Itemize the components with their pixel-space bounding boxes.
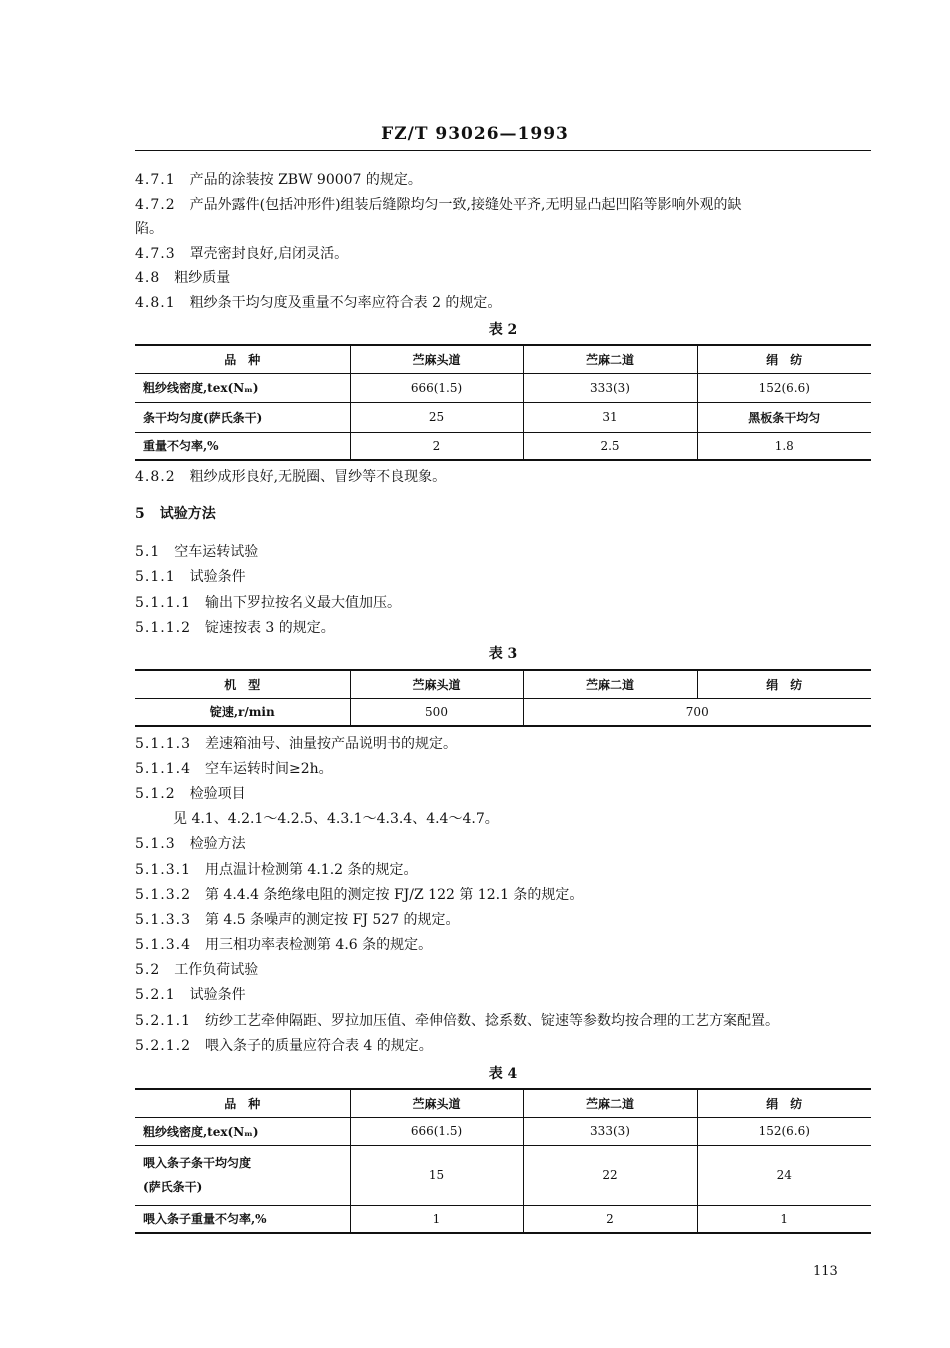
clause-number: 5.2.1.1 <box>135 1013 191 1029</box>
clause-text: 检验方法 <box>189 836 246 852</box>
clause-text: 用点温计检测第 4.1.2 条的规定。 <box>204 862 418 878</box>
clause-4-7-2 <box>135 195 741 215</box>
cell: 1.8 <box>697 432 871 460</box>
cell: 黑板条干均匀 <box>697 402 871 432</box>
clause-4-8-1 <box>135 293 501 313</box>
table-3 <box>135 669 871 727</box>
header-cell: 苎麻二道 <box>523 670 697 698</box>
table-3-caption: 表 3 <box>488 646 518 662</box>
clause-5-1-3-4 <box>135 935 432 955</box>
clause-text: 产品外露件(包括冲形件)组装后缝隙均匀一致,接缝处平齐,无明显凸起凹陷等影响外观的缺 <box>189 197 742 213</box>
cell: 152(6.6) <box>697 1117 871 1145</box>
cell: 666(1.5) <box>350 373 523 402</box>
clause-text: 罩壳密封良好,启闭灵活。 <box>189 246 349 262</box>
clause-number: 5.1.1.1 <box>135 595 191 611</box>
header-cell: 苎麻二道 <box>523 1089 697 1117</box>
header-cell: 苎麻二道 <box>523 345 697 373</box>
clause-number: 5.1.3.4 <box>135 937 191 953</box>
table-header-row <box>135 1089 871 1117</box>
table-2-caption: 表 2 <box>488 322 518 338</box>
table-2 <box>135 344 871 461</box>
cell: 152(6.6) <box>697 373 871 402</box>
section-title: 试验方法 <box>159 506 216 522</box>
row-label: 条干均匀度(萨氏条干) <box>135 402 350 432</box>
clause-text: 试验条件 <box>189 569 246 585</box>
cell: 2 <box>523 1205 697 1233</box>
clause-5-1-3-2 <box>135 885 583 905</box>
clause-number: 4.8 <box>135 270 161 286</box>
clause-5-1-3 <box>135 834 246 854</box>
clause-5-1-2-body: 见 4.1、4.2.1～4.2.5、4.3.1～4.3.4、4.4～4.7。 <box>173 811 499 827</box>
cell: 22 <box>523 1145 697 1205</box>
page-number: 113 <box>813 1264 838 1279</box>
row-label: 重量不匀率,% <box>135 432 350 460</box>
clause-text: 粗纱质量 <box>174 270 231 286</box>
clause-text: 第 4.5 条噪声的测定按 FJ 527 的规定。 <box>204 912 460 928</box>
clause-number: 5.1.1 <box>135 569 176 585</box>
header-cell: 绢 纺 <box>697 1089 871 1117</box>
cell: 1 <box>697 1205 871 1233</box>
clause-5-1-1 <box>135 567 246 587</box>
clause-number: 5.2.1 <box>135 987 176 1003</box>
header-cell: 品 种 <box>135 1089 350 1117</box>
row-label-line-2: (萨氏条干) <box>143 1180 203 1194</box>
table-header-row <box>135 345 871 373</box>
clause-text: 第 4.4.4 条绝缘电阻的测定按 FJ/Z 122 第 12.1 条的规定。 <box>204 887 584 903</box>
clause-text: 输出下罗拉按名义最大值加压。 <box>204 595 401 611</box>
clause-5-1-1-4 <box>135 759 333 779</box>
table-4 <box>135 1088 871 1234</box>
merged-cell: 700 <box>523 698 871 726</box>
cell: 15 <box>350 1145 523 1205</box>
cell: 1 <box>350 1205 523 1233</box>
clause-5-1-3-3 <box>135 910 460 930</box>
clause-5-2-1-1 <box>135 1011 779 1031</box>
row-label: 喂入条子重量不匀率,% <box>135 1205 350 1233</box>
clause-number: 5.1.3 <box>135 836 176 852</box>
section-5-heading <box>135 504 216 524</box>
clause-text: 粗纱成形良好,无脱圈、冒纱等不良现象。 <box>189 469 447 485</box>
header-cell: 品 种 <box>135 345 350 373</box>
clause-text: 产品的涂装按 ZBW 90007 的规定。 <box>189 172 422 188</box>
header-cell: 苎麻头道 <box>350 670 523 698</box>
cell: 24 <box>697 1145 871 1205</box>
row-label-line-1: 喂入条子条干均匀度 <box>143 1156 252 1170</box>
clause-5-1-3-1 <box>135 860 418 880</box>
clause-text: 纺纱工艺牵伸隔距、罗拉加压值、牵伸倍数、捻系数、锭速等参数均按合理的工艺方案配置。 <box>204 1013 779 1029</box>
clause-5-1-1-2 <box>135 618 335 638</box>
clause-5-1-1-1 <box>135 593 401 613</box>
table-row <box>135 402 871 432</box>
cell: 500 <box>350 698 523 726</box>
standard-number: FZ/T 93026—1993 <box>381 124 569 144</box>
clause-number: 4.8.2 <box>135 469 176 485</box>
clause-text: 检验项目 <box>189 786 246 802</box>
cell: 333(3) <box>523 373 697 402</box>
table-row <box>135 432 871 460</box>
clause-text: 粗纱条干均匀度及重量不匀率应符合表 2 的规定。 <box>189 295 502 311</box>
clause-number: 5.1.1.2 <box>135 620 191 636</box>
header-cell: 苎麻头道 <box>350 345 523 373</box>
clause-number: 4.7.2 <box>135 197 176 213</box>
clause-text: 喂入条子的质量应符合表 4 的规定。 <box>204 1038 433 1054</box>
table-row <box>135 1145 871 1205</box>
cell: 31 <box>523 402 697 432</box>
cell: 333(3) <box>523 1117 697 1145</box>
section-number: 5 <box>135 506 146 522</box>
row-label <box>135 1145 350 1205</box>
clause-number: 4.7.1 <box>135 172 176 188</box>
clause-number: 4.8.1 <box>135 295 176 311</box>
clause-number: 5.1.1.4 <box>135 761 191 777</box>
clause-4-8 <box>135 268 230 288</box>
header-rule <box>135 150 871 151</box>
header-cell: 机 型 <box>135 670 350 698</box>
clause-number: 5.1 <box>135 544 161 560</box>
clause-number: 5.1.3.3 <box>135 912 191 928</box>
clause-4-8-2 <box>135 467 446 487</box>
clause-number: 4.7.3 <box>135 246 176 262</box>
table-row <box>135 1205 871 1233</box>
header-cell: 绢 纺 <box>697 670 871 698</box>
cell: 2.5 <box>523 432 697 460</box>
cell: 25 <box>350 402 523 432</box>
row-label: 锭速,r/min <box>135 698 350 726</box>
table-row <box>135 1117 871 1145</box>
clause-number: 5.1.3.1 <box>135 862 191 878</box>
table-row <box>135 698 871 726</box>
clause-5-2-1 <box>135 985 246 1005</box>
clause-text: 差速箱油号、油量按产品说明书的规定。 <box>204 736 457 752</box>
clause-text: 空车运转试验 <box>174 544 259 560</box>
row-label: 粗纱线密度,tex(Nₘ) <box>135 373 350 402</box>
cell: 2 <box>350 432 523 460</box>
clause-text: 锭速按表 3 的规定。 <box>204 620 335 636</box>
clause-5-1-2 <box>135 784 246 804</box>
clause-number: 5.1.2 <box>135 786 176 802</box>
clause-4-7-2-continued: 陷。 <box>135 221 163 237</box>
clause-5-1-1-3 <box>135 734 457 754</box>
row-label: 粗纱线密度,tex(Nₘ) <box>135 1117 350 1145</box>
clause-number: 5.1.3.2 <box>135 887 191 903</box>
header-cell: 绢 纺 <box>697 345 871 373</box>
clause-text: 工作负荷试验 <box>174 962 259 978</box>
table-row <box>135 373 871 402</box>
clause-4-7-3 <box>135 244 348 264</box>
clause-text: 用三相功率表检测第 4.6 条的规定。 <box>204 937 433 953</box>
clause-number: 5.2.1.2 <box>135 1038 191 1054</box>
clause-number: 5.2 <box>135 962 161 978</box>
clause-4-7-1 <box>135 170 422 190</box>
clause-text: 空车运转时间≥2h。 <box>204 761 333 777</box>
clause-number: 5.1.1.3 <box>135 736 191 752</box>
clause-text: 试验条件 <box>189 987 246 1003</box>
table-4-caption: 表 4 <box>488 1066 518 1082</box>
table-header-row <box>135 670 871 698</box>
clause-5-2-1-2 <box>135 1036 433 1056</box>
header-cell: 苎麻头道 <box>350 1089 523 1117</box>
clause-5-1 <box>135 542 258 562</box>
cell: 666(1.5) <box>350 1117 523 1145</box>
clause-5-2 <box>135 960 258 980</box>
